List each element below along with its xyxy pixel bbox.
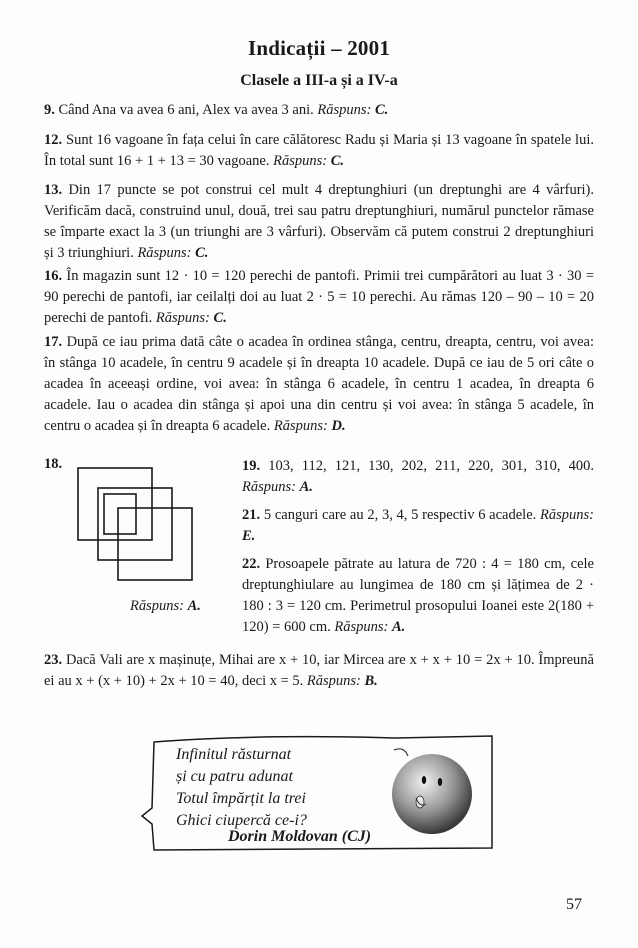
solution-13 <box>44 180 594 264</box>
square-small <box>104 494 136 534</box>
squares-figure <box>74 460 214 595</box>
solution-text: Când Ana va avea 6 ani, Alex va avea 3 ani. <box>54 102 318 118</box>
answer-label: Răspuns: <box>242 479 300 495</box>
solution-16 <box>44 266 594 329</box>
figure-answer <box>130 598 201 615</box>
answer-label: Răspuns: <box>273 418 332 434</box>
answer-letter: B. <box>364 673 378 689</box>
problem-number: 12. <box>44 132 63 148</box>
solution-9 <box>44 100 594 121</box>
answer-letter: D. <box>331 418 346 434</box>
solution-23 <box>44 650 594 692</box>
solution-text: Dacă Vali are x mașinuțe, Mihai are x + 10, iar Mircea are x + x + 10 = 2x + 10. Împreună ei au x + (x + 10) + 2x + 10 = 40, deci x = 5. <box>44 652 594 689</box>
answer-label: Răspuns: <box>137 245 196 261</box>
solution-text: În magazin sunt 12 · 10 = 120 perechi de pantofi. Primii trei cumpărători au luat 3 · 30 = 90 perechi de pantofi, iar ceilalți doi au luat 2 · 5 = 10 perechi. Au rămas 120 – 90 – 10 = 20 perechi de pantofi. <box>44 268 594 326</box>
square-outer <box>78 468 152 540</box>
answer-label: Răspuns: <box>306 673 365 689</box>
problem-number: 18. <box>44 456 63 472</box>
answer-letter: A. <box>299 479 313 495</box>
problem-number: 16. <box>44 268 63 284</box>
solution-19 <box>242 456 594 498</box>
problem-number: 19. <box>242 458 261 474</box>
problem-number: 17. <box>44 334 63 350</box>
answer-label: Răspuns: <box>317 102 375 118</box>
solution-22 <box>242 554 594 638</box>
answer-letter: C. <box>375 102 389 118</box>
solution-12 <box>44 130 594 172</box>
solution-17 <box>44 332 594 437</box>
page-title: Indicații – 2001 <box>247 36 391 60</box>
problem-number: 23. <box>44 652 63 668</box>
answer-letter: A. <box>391 619 406 635</box>
problem-number: 13. <box>44 182 63 198</box>
page-number: 57 <box>566 896 582 913</box>
solution-text: 5 canguri care au 2, 3, 4, 5 respectiv 6 acadele. <box>260 507 541 523</box>
answer-letter: A. <box>187 598 201 614</box>
riddle-author: Dorin Moldovan (CJ) <box>228 828 372 845</box>
answer-label: Răspuns: <box>540 507 594 523</box>
square-inner <box>118 508 192 580</box>
solution-text: Din 17 puncte se pot construi cel mult 4 dreptunghiuri (un dreptunghi are 4 vârfuri). Verificăm dacă, construind unul, două, trei sau patru dreptunghiuri, numărul punctelor rămase se împarte exact la 3 (un triunghi are 3 vârfuri). Observăm că putem construi 2 dreptunghiuri și 3 triunghiuri. <box>44 182 594 261</box>
problem-number: 22. <box>242 556 261 572</box>
answer-letter: C. <box>330 153 345 169</box>
riddle-line-2: și cu patru adunat <box>176 768 293 785</box>
answer-label: Răspuns: <box>273 153 331 169</box>
riddle-box <box>136 728 498 856</box>
square-middle <box>98 488 172 560</box>
answer-label: Răspuns: <box>155 310 214 326</box>
answer-letter: E. <box>242 528 256 544</box>
riddle-line-1: Infinitul răsturnat <box>176 746 292 763</box>
solution-text: Prosoapele pătrate au latura de 720 : 4 = 180 cm, cele dreptunghiulare au lungimea de 180 cm și lățimea de 2 · 180 : 3 = 120 cm. Perimetrul prosopului Ioanei este 2(180 + 120) = 600 cm. <box>242 556 594 635</box>
page-subtitle: Clasele a III-a și a IV-a <box>240 72 398 89</box>
solution-text: După ce iau prima dată câte o acadea în ordinea stânga, centru, dreapta, centru, voi avea: în stânga 10 acadele, în centru 9 acadele și în dreapta 10 acadele. După ce iau de 5 ori câte o acadea în aceeași ordine, voi avea: în stânga 6 acadele, în centru 1 acadea, în dreapta 6 acadele. Iau o acadea din stânga și apoi una din centru și voi avea: în stânga 5 acadele, în centru o acadea și în dreapta 6 acadele. <box>44 334 594 434</box>
riddle-line-3: Totul împărțit la trei <box>176 790 306 807</box>
answer-label: Răspuns: <box>334 619 392 635</box>
answer-label: Răspuns: <box>130 598 188 614</box>
answer-letter: C. <box>195 245 209 261</box>
riddle-line-4: Ghici ciupercă ce-i? <box>176 812 307 829</box>
solution-text: 103, 112, 121, 130, 202, 211, 220, 301, 310, 400. <box>260 458 594 474</box>
solution-21 <box>242 505 594 547</box>
problem-number: 9. <box>44 102 55 118</box>
solution-text: Sunt 16 vagoane în fața celui în care călătoresc Radu și Maria și 13 vagoane în spatele lui. În total sunt 16 + 1 + 13 = 30 vagoane. <box>44 132 594 169</box>
answer-letter: C. <box>213 310 227 326</box>
problem-number: 21. <box>242 507 261 523</box>
smiley-ball-icon <box>386 746 478 838</box>
